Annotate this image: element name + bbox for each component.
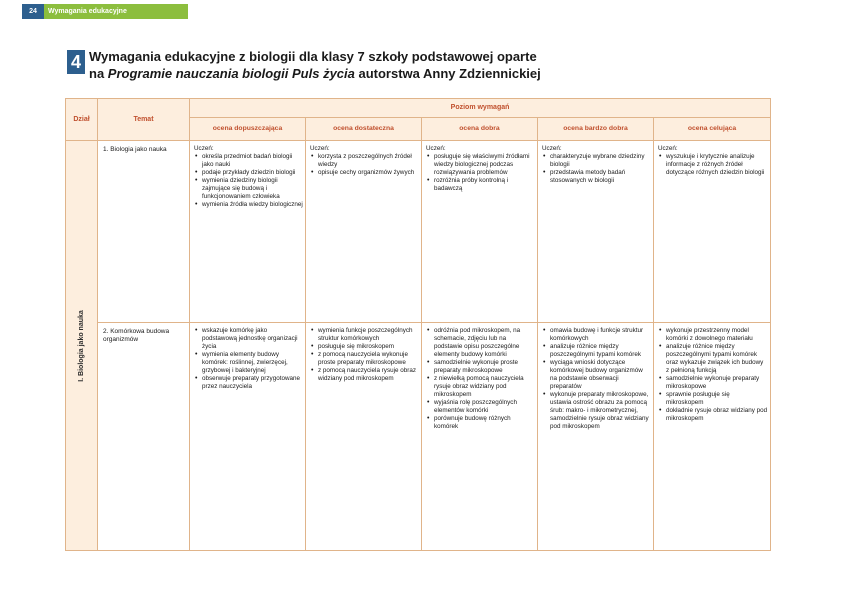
requirement-list <box>658 327 768 423</box>
list-item: • posługuje się właściwymi źródłami wiedzy biologicznej podczas rozwiązywania problemów <box>426 153 535 177</box>
requirement-cell <box>306 323 422 551</box>
cell-lead: Uczeń: <box>194 145 214 152</box>
requirement-list <box>426 327 535 431</box>
requirement-list <box>426 153 535 193</box>
requirement-list <box>310 153 419 177</box>
list-item: • wymienia źródła wiedzy biologicznej <box>194 201 303 209</box>
list-item: • podaje przykłady dziedzin biologii <box>194 169 303 177</box>
header-grade: ocena dobra <box>422 118 538 141</box>
list-item: • wymienia funkcje poszczególnych struktur komórkowych <box>310 327 419 343</box>
header-grade: ocena celująca <box>654 118 771 141</box>
requirement-cell <box>190 141 306 323</box>
requirement-cell <box>654 141 771 323</box>
section-title: Wymagania edukacyjne <box>48 8 127 15</box>
chapter-number: 4 <box>67 50 85 74</box>
requirement-cell <box>190 323 306 551</box>
list-item: • wymienia elementy budowy komórek: roślinnej, zwierzęcej, grzybowej i bakteryjnej <box>194 351 303 375</box>
requirement-list <box>310 327 419 383</box>
list-item: • dokładnie rysuje obraz widziany pod mikroskopem <box>658 407 768 423</box>
list-item: • określa przedmiot badań biologii jako nauki <box>194 153 303 169</box>
requirement-cell <box>654 323 771 551</box>
list-item: • obserwuje preparaty przygotowane przez nauczyciela <box>194 375 303 391</box>
running-header <box>22 4 188 19</box>
list-item: • wyjaśnia rolę poszczególnych elementów komórki <box>426 399 535 415</box>
temat-cell: 1. Biologia jako nauka <box>98 141 190 323</box>
requirement-list <box>194 153 303 209</box>
list-item: • odróżnia pod mikroskopem, na schemacie, zdjęciu lub na podstawie opisu poszczególne elementy budowy komórki <box>426 327 535 359</box>
header-grade: ocena dostateczna <box>306 118 422 141</box>
list-item: • z pomocą nauczyciela rysuje obraz widziany pod mikroskopem <box>310 367 419 383</box>
cell-lead: Uczeń: <box>542 145 562 152</box>
list-item: • z pomocą nauczyciela wykonuje proste preparaty mikroskopowe <box>310 351 419 367</box>
cell-lead: Uczeń: <box>658 145 678 152</box>
list-item: • przedstawia metody badań stosowanych w biologii <box>542 169 651 185</box>
program-name: Programie nauczania biologii Puls życia <box>107 66 355 81</box>
list-item: • wskazuje komórkę jako podstawową jednostkę organizacji życia <box>194 327 303 351</box>
dzial-label: I. Biologia jako nauka <box>77 309 85 382</box>
list-item: • z niewielką pomocą nauczyciela rysuje obraz widziany pod mikroskopem <box>426 375 535 399</box>
list-item: • sprawnie posługuje się mikroskopem <box>658 391 768 407</box>
list-item: • opisuje cechy organizmów żywych <box>310 169 419 177</box>
cell-lead: Uczeń: <box>310 145 330 152</box>
requirement-list <box>658 153 768 177</box>
list-item: • charakteryzuje wybrane dziedziny biologii <box>542 153 651 169</box>
list-item: • analizuje różnice między poszczególnymi typami komórek oraz wykazuje związek ich budowy z pełnioną funkcją <box>658 343 768 375</box>
chapter-heading <box>67 48 541 82</box>
list-item: • wyszukuje i krytycznie analizuje informacje z różnych źródeł dotyczące różnych dziedzin biologii <box>658 153 768 177</box>
list-item: • korzysta z poszczególnych źródeł wiedzy <box>310 153 419 169</box>
chapter-title-line2: na Programie nauczania biologii Puls życia autorstwa Anny Zdziennickiej <box>89 66 541 81</box>
requirement-cell <box>422 323 538 551</box>
list-item: • posługuje się mikroskopem <box>310 343 419 351</box>
requirements-table <box>65 98 771 551</box>
requirement-list <box>542 327 651 431</box>
header-temat: Temat <box>98 99 190 141</box>
header-poziom: Poziom wymagań <box>190 99 771 118</box>
list-item: • wyciąga wnioski dotyczące komórkowej budowy organizmów na podstawie obserwacji preparatów <box>542 359 651 391</box>
list-item: • samodzielnie wykonuje preparaty mikroskopowe <box>658 375 768 391</box>
requirement-cell <box>538 141 654 323</box>
page-number: 24 <box>22 4 44 19</box>
list-item: • samodzielnie wykonuje proste preparaty mikroskopowe <box>426 359 535 375</box>
list-item: • analizuje różnice między poszczególnymi typami komórek <box>542 343 651 359</box>
requirement-cell <box>538 323 654 551</box>
dzial-cell <box>66 141 98 551</box>
list-item: • omawia budowę i funkcje struktur komórkowych <box>542 327 651 343</box>
chapter-title <box>89 48 541 82</box>
list-item: • porównuje budowę różnych komórek <box>426 415 535 431</box>
list-item: • wymienia dziedziny biologii zajmujące się budową i funkcjonowaniem człowieka <box>194 177 303 201</box>
requirement-cell <box>306 141 422 323</box>
list-item: • wykonuje przestrzenny model komórki z dowolnego materiału <box>658 327 768 343</box>
temat-cell: 2. Komórkowa budowa organizmów <box>98 323 190 551</box>
requirement-list <box>542 153 651 185</box>
header-grade: ocena dopuszczająca <box>190 118 306 141</box>
header-grade: ocena bardzo dobra <box>538 118 654 141</box>
cell-lead: Uczeń: <box>426 145 446 152</box>
chapter-title-line1: Wymagania edukacyjne z biologii dla klasy 7 szkoły podstawowej oparte <box>89 49 537 64</box>
list-item: • rozróżnia próby kontrolną i badawczą <box>426 177 535 193</box>
header-dzial: Dział <box>66 99 98 141</box>
requirement-cell <box>422 141 538 323</box>
requirement-list <box>194 327 303 391</box>
list-item: • wykonuje preparaty mikroskopowe, ustawia ostrość obrazu za pomocą śrub: makro- i mikrometrycznej, samodzielnie rysuje obraz widziany pod mikroskopem <box>542 391 651 431</box>
